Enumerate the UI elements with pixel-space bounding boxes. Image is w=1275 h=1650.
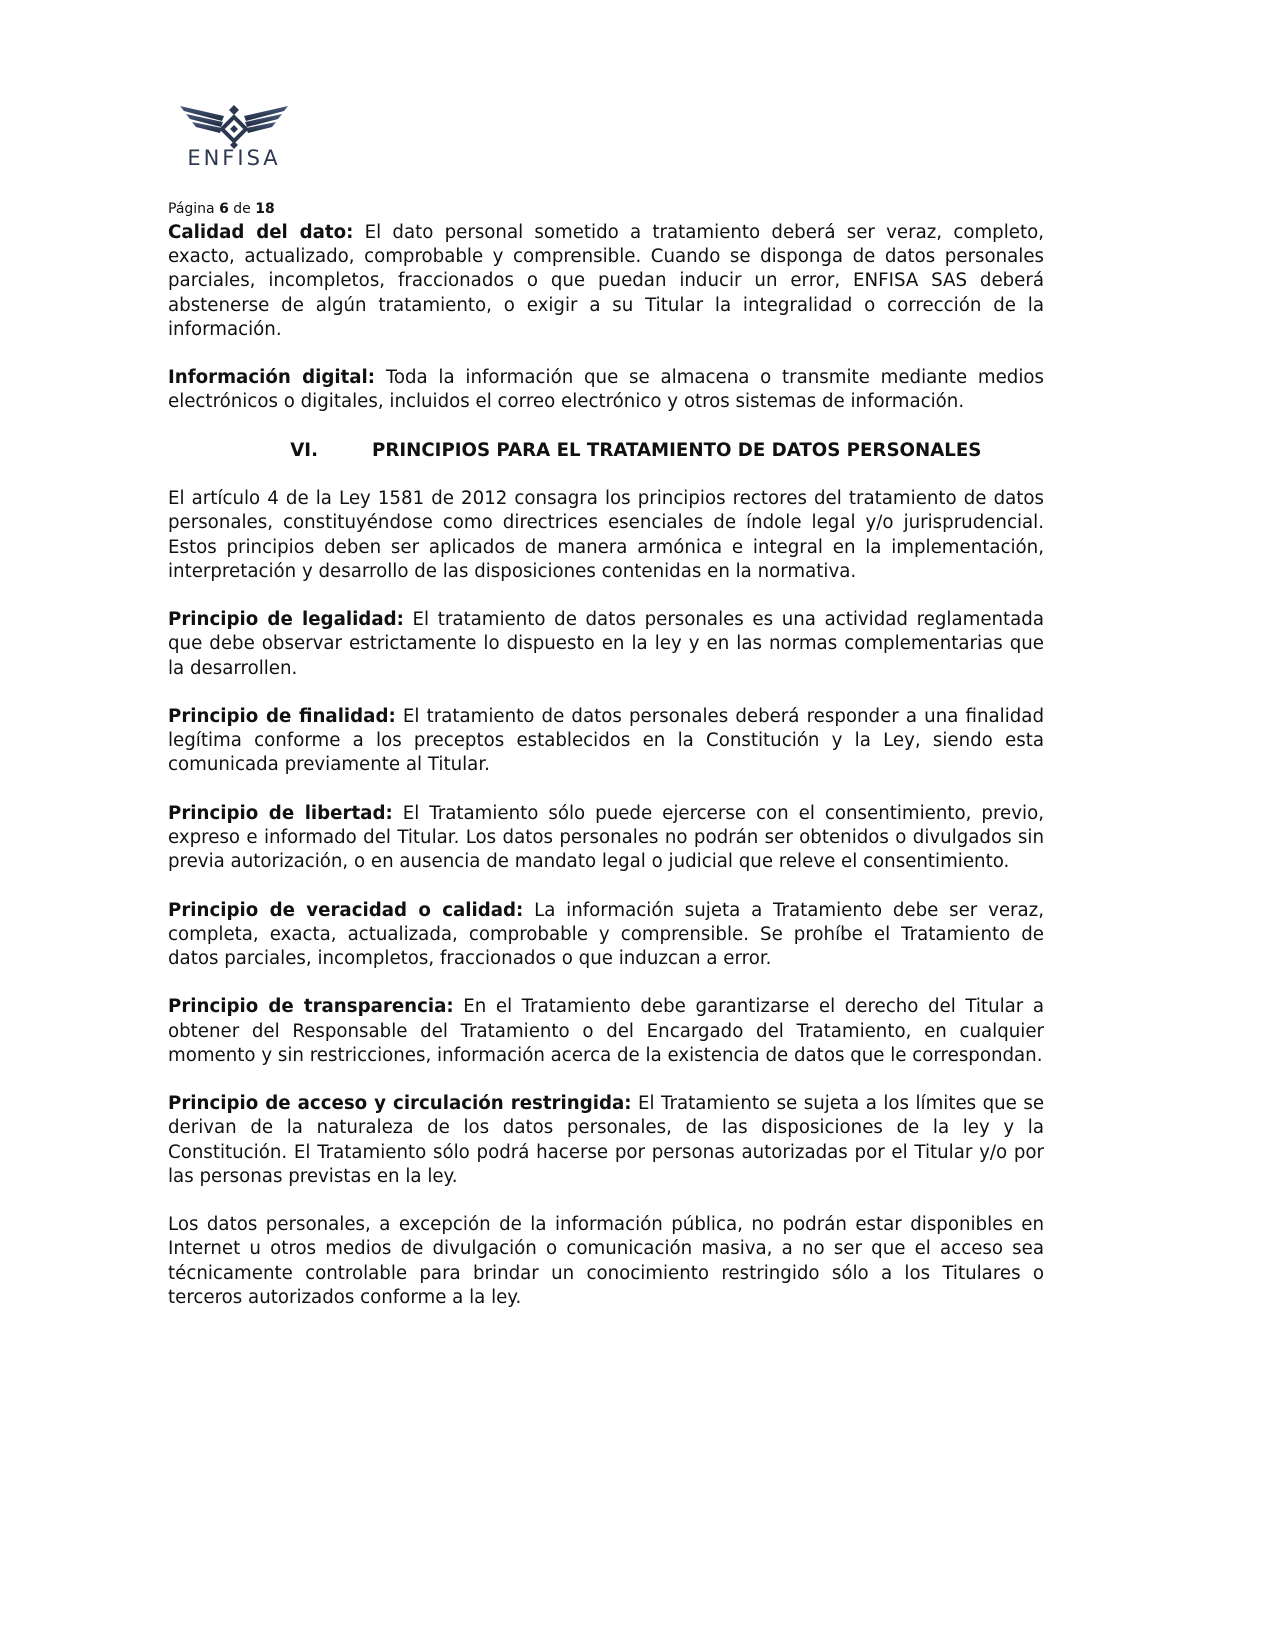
eagle-wings-icon xyxy=(178,100,290,150)
page-label: Página xyxy=(168,201,215,217)
definition-informacion-digital xyxy=(168,366,1044,414)
principle-text: El Tratamiento se sujeta a los límites que se derivan de la naturaleza de los datos personales, de las disposiciones de la ley y la Constitución. El Tratamiento sólo podrá hacerse por personas autorizadas por el Titular y/o por las personas previstas en la ley. xyxy=(168,1093,1045,1187)
section-heading xyxy=(168,439,1044,463)
principle-text: En el Tratamiento debe garantizarse el derecho del Titular a obtener del Responsable del Tratamiento o del Encargado del Tratamiento, en cualquier momento y sin restricciones, información acerca de la existencia de datos que le correspondan. xyxy=(168,996,1044,1066)
principle-legalidad xyxy=(168,608,1044,681)
definition-text: El dato personal sometido a tratamiento deberá ser veraz, completo, exacto, actualizado, comprobable y comprensible. Cuando se disponga de datos personales parciales, incompletos, fraccionados o que puedan inducir un error, ENFISA SAS deberá abstenerse de algún tratamiento, o exigir a su Titular la integralidad o corrección de la información. xyxy=(168,222,1044,340)
page-current: 6 xyxy=(219,201,229,217)
definition-term: Información digital: xyxy=(168,367,376,389)
document-body xyxy=(168,221,1044,1334)
principle-term: Principio de legalidad: xyxy=(168,609,404,631)
principle-text: El tratamiento de datos personales es una actividad reglamentada que debe observar estrictamente lo dispuesto en la ley y en las normas complementarias que la desarrollen. xyxy=(168,609,1044,679)
section-title: PRINCIPIOS PARA EL TRATAMIENTO DE DATOS PERSONALES xyxy=(372,439,982,461)
principle-libertad xyxy=(168,802,1044,875)
logo-wordmark: ENFISA xyxy=(187,146,281,170)
definition-term: Calidad del dato: xyxy=(168,222,354,243)
section-number: VI. xyxy=(290,439,318,461)
principle-acceso-circulacion xyxy=(168,1092,1044,1189)
definition-text: Toda la información que se almacena o transmite mediante medios electrónicos o digitales, incluidos el correo electrónico y otros sistemas de información. xyxy=(168,367,1044,413)
principle-term: Principio de acceso y circulación restringida: xyxy=(168,1093,632,1115)
definition-calidad-del-dato xyxy=(168,221,1044,342)
principle-text: La información sujeta a Tratamiento debe ser veraz, completa, exacta, actualizada, comprobable y comprensible. Se prohíbe el Tratamiento de datos parciales, incompletos, fraccionados o que induzcan a error. xyxy=(168,899,1044,969)
principle-transparencia xyxy=(168,995,1044,1068)
principle-term: Principio de veracidad o calidad: xyxy=(168,899,524,921)
principle-finalidad xyxy=(168,705,1044,778)
principle-term: Principio de libertad: xyxy=(168,802,393,824)
principle-text: El Tratamiento sólo puede ejercerse con el consentimiento, previo, expreso e informado del Titular. Los datos personales no podrán ser obtenidos o divulgados sin previa autorización, o en ausencia de mandato legal o judicial que releve el consentimiento. xyxy=(168,802,1044,873)
page-total: 18 xyxy=(255,201,275,217)
intro-paragraph: El artículo 4 de la Ley 1581 de 2012 consagra los principios rectores del tratamiento de datos personales, constituyéndose como directrices esenciales de índole legal y/o jurisprudencial. Estos principios deben ser aplicados de manera armónica e integral en la implementación, interpretación y desarrollo de las disposiciones contenidas en la normativa. xyxy=(168,488,1044,582)
page-of: de xyxy=(233,201,251,217)
principle-term: Principio de finalidad: xyxy=(168,705,396,727)
principle-text: El tratamiento de datos personales deberá responder a una finalidad legítima conforme a los preceptos establecidos en la Constitución y la Ley, siendo esta comunicada previamente al Titular. xyxy=(168,705,1044,776)
principle-veracidad xyxy=(168,899,1044,972)
principle-term: Principio de transparencia: xyxy=(168,996,454,1018)
page-number xyxy=(168,201,275,217)
closing-paragraph: Los datos personales, a excepción de la información pública, no podrán estar disponibles en Internet u otros medios de divulgación o comunicación masiva, a no ser que el acceso sea técnicamente controlable para brindar un conocimiento restringido sólo a los Titulares o terceros autorizados conforme a la ley. xyxy=(168,1214,1044,1308)
